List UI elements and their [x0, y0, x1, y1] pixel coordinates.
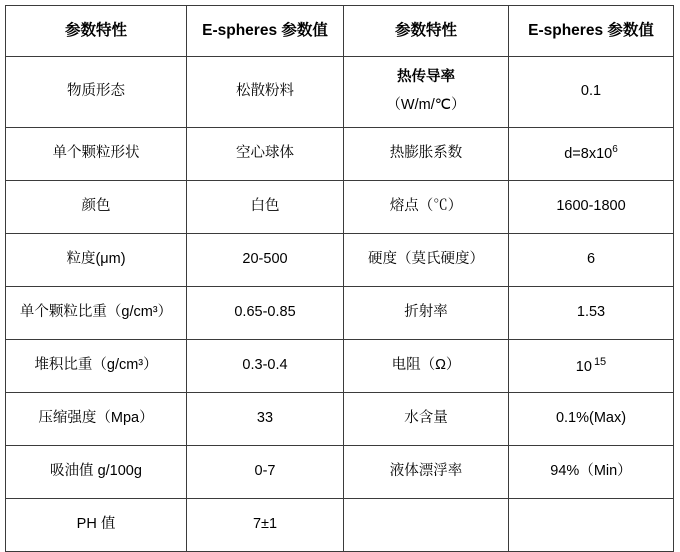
row-value-left: 白色 [187, 181, 344, 234]
row-value-right: 0.1%(Max) [509, 393, 674, 446]
row-label-right-line2: （W/m/℃） [386, 97, 466, 113]
column-header-parameter-left: 参数特性 [6, 6, 187, 57]
row-value-left: 0.65-0.85 [187, 287, 344, 340]
table-row [6, 393, 674, 446]
table-row [6, 234, 674, 287]
row-value-right: 0.1 [509, 57, 674, 128]
row-value-right-text: d=8x10 [564, 146, 613, 163]
spec-sheet [0, 5, 680, 551]
row-value-left: 松散粉料 [187, 57, 344, 128]
column-header-value-right: E-spheres 参数值 [509, 6, 674, 57]
row-value-right-exponent: 6 [612, 144, 618, 156]
row-value-right [509, 340, 674, 393]
row-value-right: 1600-1800 [509, 181, 674, 234]
table-row [6, 340, 674, 393]
row-label-left: 单个颗粒比重（g/cm³） [6, 287, 187, 340]
row-label-right-empty [344, 499, 509, 552]
row-value-right-exponent: 15 [593, 355, 607, 368]
row-label-right: 熔点（℃） [344, 181, 509, 234]
row-value-left: 33 [187, 393, 344, 446]
table-row [6, 57, 674, 128]
specification-table [5, 5, 674, 552]
row-value-left: 7±1 [187, 499, 344, 552]
row-label-left: 吸油值 g/100g [6, 446, 187, 499]
row-label-right [344, 57, 509, 128]
column-header-value-left: E-spheres 参数值 [187, 6, 344, 57]
row-label-right: 折射率 [344, 287, 509, 340]
row-value-left: 0.3-0.4 [187, 340, 344, 393]
row-label-right: 热膨胀系数 [344, 128, 509, 181]
row-label-right: 液体漂浮率 [344, 446, 509, 499]
row-label-right: 水含量 [344, 393, 509, 446]
row-label-right: 电阻（Ω） [344, 340, 509, 393]
row-value-left: 空心球体 [187, 128, 344, 181]
row-value-left: 0-7 [187, 446, 344, 499]
row-label-right-line1: 热传导率 [397, 69, 455, 86]
column-header-parameter-right: 参数特性 [344, 6, 509, 57]
row-value-right-text: 10 [575, 358, 592, 375]
row-label-left: 物质形态 [6, 57, 187, 128]
row-label-left: PH 值 [6, 499, 187, 552]
table-header-row [6, 6, 674, 57]
row-label-left: 压缩强度（Mpa） [6, 393, 187, 446]
row-label-left: 单个颗粒形状 [6, 128, 187, 181]
row-value-left: 20-500 [187, 234, 344, 287]
row-value-right-empty [509, 499, 674, 552]
row-label-left: 粒度(μm) [6, 234, 187, 287]
table-row [6, 181, 674, 234]
row-label-left: 堆积比重（g/cm³） [6, 340, 187, 393]
row-label-right: 硬度（莫氏硬度） [344, 234, 509, 287]
row-value-right: 6 [509, 234, 674, 287]
row-value-right: 94%（Min） [509, 446, 674, 499]
table-row [6, 499, 674, 552]
table-row [6, 446, 674, 499]
table-row [6, 128, 674, 181]
row-label-left: 颜色 [6, 181, 187, 234]
row-value-right: 1.53 [509, 287, 674, 340]
table-row [6, 287, 674, 340]
row-value-right [509, 128, 674, 181]
